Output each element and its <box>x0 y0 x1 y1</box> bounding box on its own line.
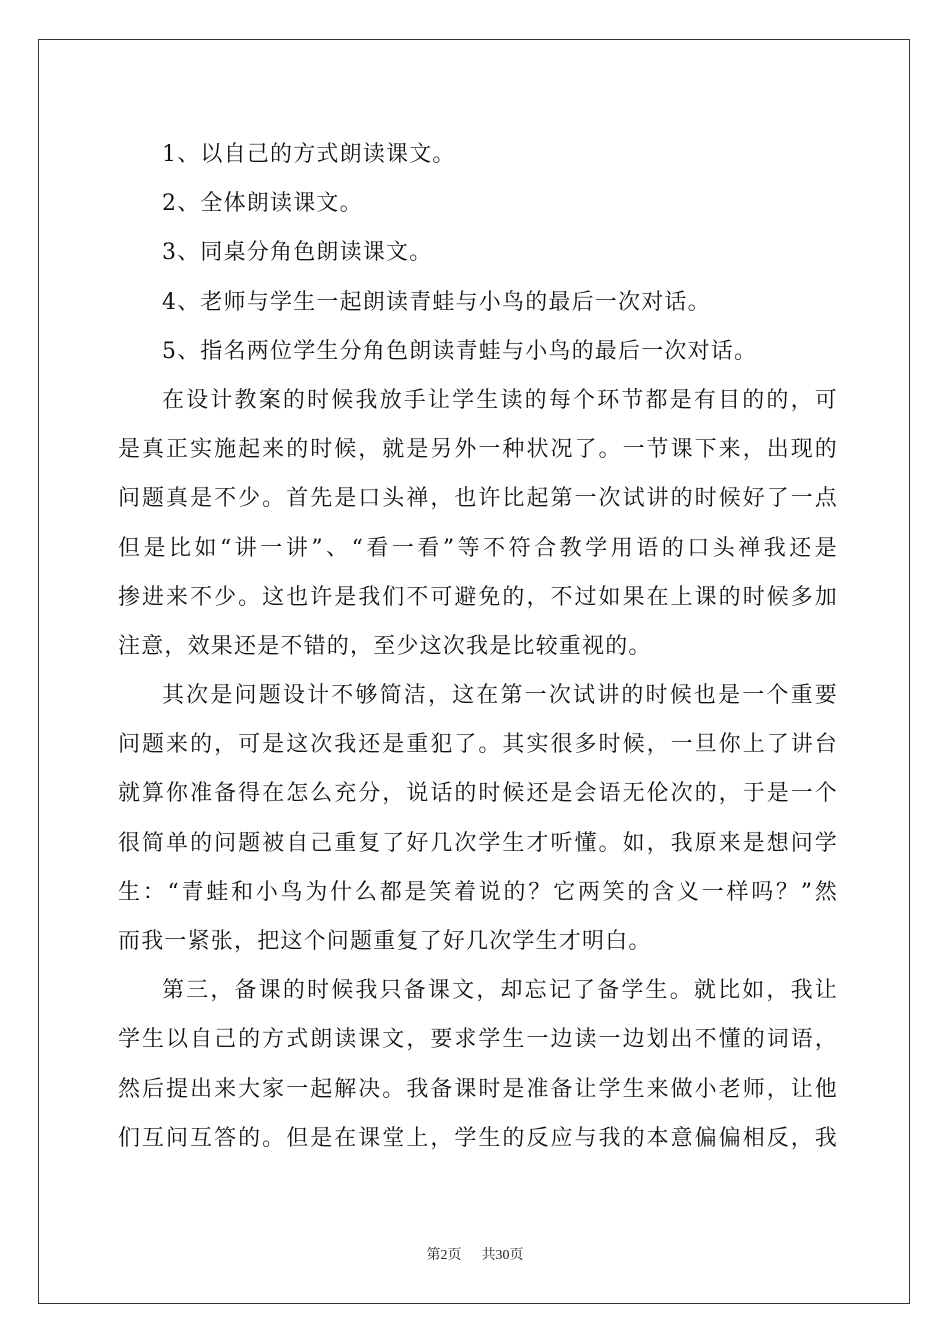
paragraph-line: 在设计教案的时候我放手让学生读的每个环节都是有目的的，可 <box>162 387 838 413</box>
paragraph-line: 生：“青蛙和小鸟为什么都是笑着说的？它两笑的含义一样吗？”然 <box>118 879 838 905</box>
paragraph-line: 其次是问题设计不够简洁，这在第一次试讲的时候也是一个重要 <box>162 683 838 709</box>
paragraph-line: 很简单的问题被自己重复了好几次学生才听懂。如，我原来是想问学 <box>118 830 838 856</box>
page-footer <box>0 1244 950 1264</box>
paragraph-line: 而我一紧张，把这个问题重复了好几次学生才明白。 <box>118 929 652 954</box>
paragraph-line: 就算你准备得在怎么充分，说话的时候还是会语无伦次的，于是一个 <box>118 781 838 807</box>
paragraph-line: 然后提出来大家一起解决。我备课时是准备让学生来做小老师，让他 <box>118 1076 838 1102</box>
paragraph-line: 问题来的，可是这次我还是重犯了。其实很多时候，一旦你上了讲台 <box>118 732 838 758</box>
page-number: 第2页 <box>426 1248 462 1263</box>
document-body <box>118 130 838 1163</box>
paragraph-line: 们互问互答的。但是在课堂上，学生的反应与我的本意偏偏相反，我 <box>118 1125 838 1151</box>
paragraph-line: 第三，备课的时候我只备课文，却忘记了备学生。就比如，我让 <box>162 978 838 1004</box>
page-total: 共30页 <box>481 1248 524 1263</box>
list-item: 3、同桌分角色朗读课文。 <box>162 240 433 266</box>
list-item: 5、指名两位学生分角色朗读青蛙与小鸟的最后一次对话。 <box>162 338 758 364</box>
paragraph-line: 注意，效果还是不错的，至少这次我是比较重视的。 <box>118 633 652 659</box>
list-item: 4、老师与学生一起朗读青蛙与小鸟的最后一次对话。 <box>162 289 711 315</box>
list-item: 2、全体朗读课文。 <box>162 191 363 217</box>
paragraph-line: 但是比如“讲一讲”、“看一看”等不符合教学用语的口头禅我还是 <box>118 535 838 561</box>
list-item: 1、以自己的方式朗读课文。 <box>162 142 456 167</box>
paragraph-line: 问题真是不少。首先是口头禅，也许比起第一次试讲的时候好了一点 <box>118 486 838 512</box>
paragraph-line: 是真正实施起来的时候，就是另外一种状况了。一节课下来，出现的 <box>118 437 838 463</box>
paragraph-line: 学生以自己的方式朗读课文，要求学生一边读一边划出不懂的词语， <box>118 1027 838 1053</box>
paragraph-line: 掺进来不少。这也许是我们不可避免的，不过如果在上课的时候多加 <box>118 584 838 610</box>
